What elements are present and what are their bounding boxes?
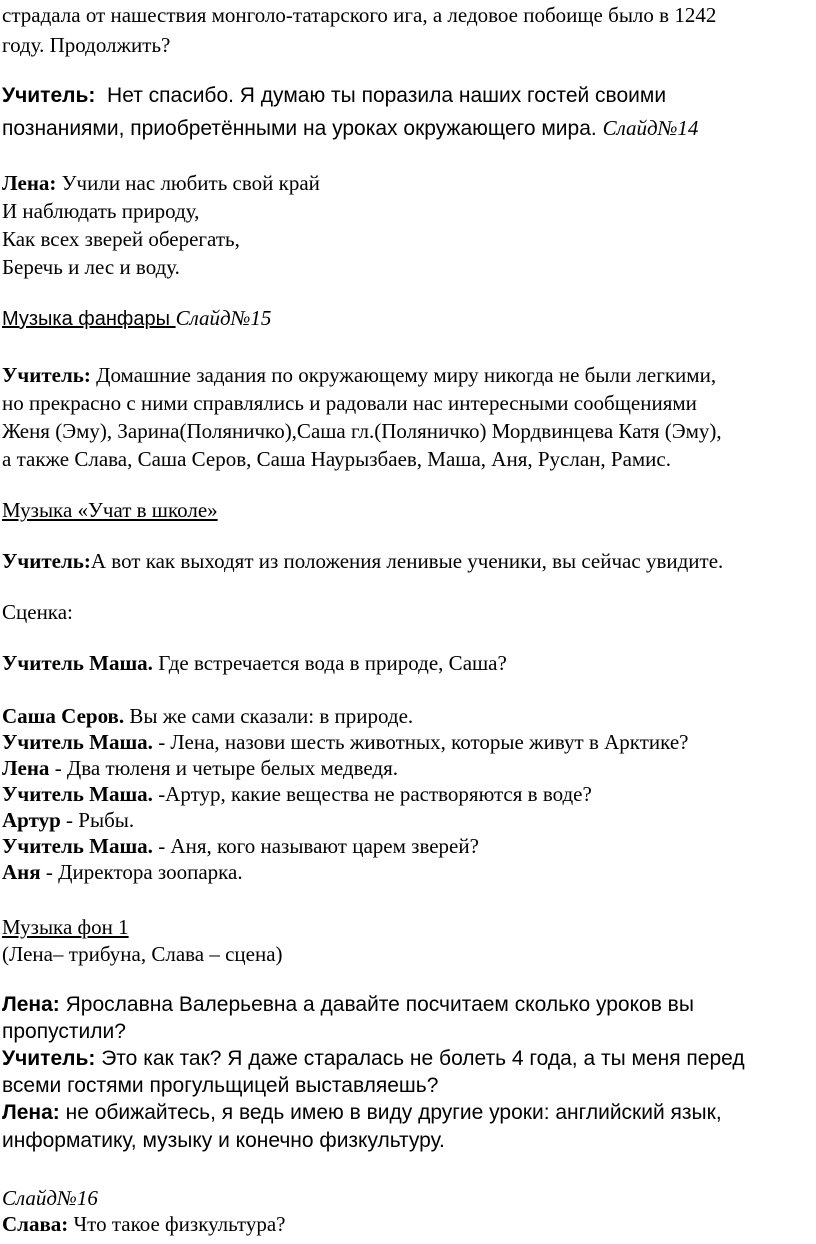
poem-text: Беречь и лес и воду. <box>2 255 180 279</box>
poem-line-3 <box>2 227 240 251</box>
teacher4-line-2 <box>2 1074 438 1098</box>
speaker-label: Учитель: <box>2 84 96 107</box>
poem-line-2 <box>2 199 199 223</box>
speaker-label: Учитель Маша. <box>2 730 153 754</box>
slide-marker: Слайд№15 <box>175 306 272 330</box>
music-label: Музыка фанфары <box>2 308 176 330</box>
speaker-label: Саша Серов. <box>2 704 125 728</box>
speaker-label: Аня <box>2 860 41 884</box>
paragraph-text: году. Продолжить? <box>2 33 171 57</box>
speaker-label: Учитель Маша. <box>2 782 153 806</box>
dialogue-line <box>2 756 398 780</box>
dialogue-line <box>2 651 507 675</box>
speaker-label: Лена <box>2 756 50 780</box>
music-label: Музыка «Учат в школе» <box>2 498 218 522</box>
teacher2-line-2 <box>2 391 697 415</box>
speech-text: а также Слава, Саша Серов, Саша Наурызбаев, Маша, Аня, Руслан, Рамис. <box>2 447 671 471</box>
speaker-label: Лена: <box>2 171 57 195</box>
speech-text: - Рыбы. <box>60 808 135 832</box>
slide-marker: Слайд№14 <box>602 116 699 140</box>
music-cue-3 <box>2 915 129 939</box>
poem-line-1 <box>2 171 320 195</box>
stage-direction <box>2 942 283 966</box>
music-cue-1 <box>2 306 271 331</box>
speech-text: Вы же сами сказали: в природе. <box>124 704 414 728</box>
slide-marker: Слайд№16 <box>2 1186 98 1210</box>
text-line <box>2 33 170 57</box>
speech-text: - Аня, кого называют царем зверей? <box>152 834 479 858</box>
scene-label: Сценка: <box>2 600 73 624</box>
speech-text: не обижайтесь, я ведь имею в виду другие уроки: английский язык, <box>59 1101 722 1124</box>
speaker-label: Учитель: <box>2 363 91 387</box>
speech-text: информатику, музыку и конечно физкультуру. <box>2 1129 445 1152</box>
dialogue-line <box>2 704 413 728</box>
speaker-label: Учитель: <box>2 549 91 573</box>
speech-text: Где встречается вода в природе, Саша? <box>152 651 507 675</box>
teacher4-line-1 <box>2 1047 745 1071</box>
speech-text: Нет спасибо. Я думаю ты поразила наших гостей своими <box>107 84 667 107</box>
speaker-label: Артур <box>2 808 61 832</box>
lena3-line-2 <box>2 1129 445 1153</box>
stage-direction-text: (Лена– трибуна, Слава – сцена) <box>2 942 283 966</box>
speaker-label: Слава: <box>2 1212 69 1236</box>
speech-text: Это как так? Я даже старалась не болеть 4 года, а ты меня перед <box>95 1047 745 1070</box>
poem-text: Как всех зверей оберегать, <box>2 227 240 251</box>
speech-text: Женя (Эму), Зарина(Поляничко),Саша гл.(Поляничко) Мордвинцева Катя (Эму), <box>2 419 722 443</box>
teacher2-line-4 <box>2 447 671 471</box>
music-label: Музыка фон 1 <box>2 915 129 939</box>
speech-text: Ярославна Валерьевна а давайте посчитаем сколько уроков вы <box>59 993 694 1016</box>
teacher-line-2 <box>2 116 698 141</box>
speech-text: всеми гостями прогульщицей выставляешь? <box>2 1074 439 1097</box>
speech-text: -Артур, какие вещества не растворяются в воде? <box>152 782 592 806</box>
poem-text: И наблюдать природу, <box>2 199 200 223</box>
speaker-label: Учитель Маша. <box>2 834 153 858</box>
speech-text: но прекрасно с ними справлялись и радовали нас интересными сообщениями <box>2 391 697 415</box>
lena2-line-2 <box>2 1020 126 1044</box>
slava-line <box>2 1212 285 1236</box>
text-line <box>2 3 716 27</box>
speaker-label: Лена: <box>2 993 60 1016</box>
dialogue-line <box>2 834 479 858</box>
slide-marker-16 <box>2 1186 98 1210</box>
scene-heading <box>2 600 73 624</box>
speaker-label: Учитель Маша. <box>2 651 153 675</box>
lena2-line-1 <box>2 993 694 1017</box>
teacher3-line <box>2 549 723 573</box>
paragraph-text: страдала от нашествия монголо-татарского ига, а ледовое побоище было в 1242 <box>2 3 717 27</box>
speaker-label: Учитель: <box>2 1047 96 1070</box>
teacher2-line-3 <box>2 419 722 443</box>
teacher-line-1 <box>2 84 666 108</box>
speech-text: Домашние задания по окружающему миру никогда не были легкими, <box>96 363 717 387</box>
speech-text: - Директора зоопарка. <box>40 860 243 884</box>
speech-text: А вот как выходят из положения ленивые ученики, вы сейчас увидите. <box>90 549 724 573</box>
speaker-label: Лена: <box>2 1101 60 1124</box>
teacher2-line-1 <box>2 363 716 387</box>
dialogue-line <box>2 730 688 754</box>
speech-text: - Лена, назови шесть животных, которые живут в Арктике? <box>152 730 689 754</box>
lena3-line-1 <box>2 1101 722 1125</box>
music-cue-2 <box>2 498 218 522</box>
poem-line-4 <box>2 255 180 279</box>
dialogue-line <box>2 808 134 832</box>
speech-text: пропустили? <box>2 1020 126 1043</box>
poem-text: Учили нас любить свой край <box>61 171 320 195</box>
dialogue-line <box>2 860 243 884</box>
speech-text: Что такое физкультура? <box>68 1212 286 1236</box>
speech-text: познаниями, приобретёнными на уроках окружающего мира. <box>2 117 597 140</box>
dialogue-line <box>2 782 592 806</box>
speech-text: - Два тюленя и четыре белых медведя. <box>49 756 398 780</box>
